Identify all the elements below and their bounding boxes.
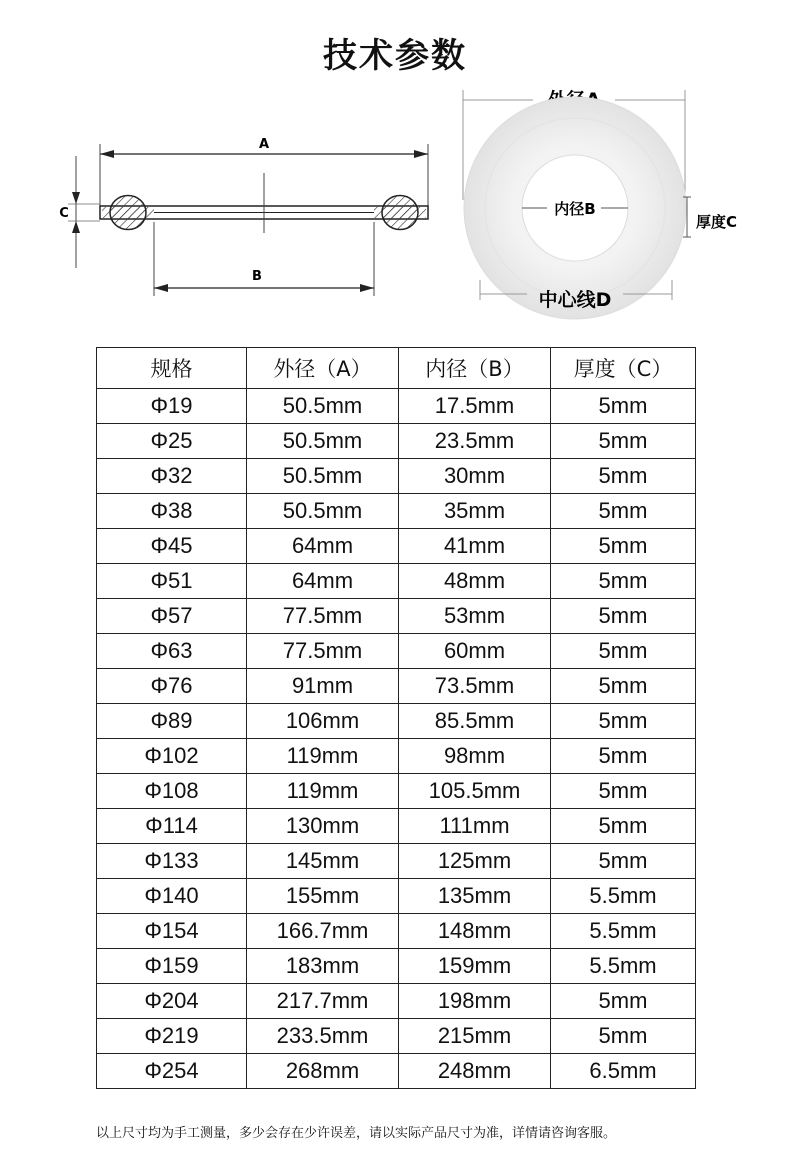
spec-cell: Φ114: [97, 809, 247, 844]
spec-cell: Φ76: [97, 669, 247, 704]
table-row: [97, 774, 696, 809]
outer-diameter-cell: 268mm: [247, 1054, 399, 1089]
spec-cell: Φ102: [97, 739, 247, 774]
table-row: [97, 599, 696, 634]
inner-diameter-cell: 53mm: [399, 599, 551, 634]
thickness-cell: 5.5mm: [551, 949, 696, 984]
inner-diameter-cell: 30mm: [399, 459, 551, 494]
outer-diameter-cell: 106mm: [247, 704, 399, 739]
thickness-cell: 5mm: [551, 844, 696, 879]
inner-diameter-cell: 248mm: [399, 1054, 551, 1089]
thickness-cell: 6.5mm: [551, 1054, 696, 1089]
ring-illustration: [455, 80, 785, 320]
outer-diameter-cell: 50.5mm: [247, 389, 399, 424]
spec-cell: Φ140: [97, 879, 247, 914]
header-spec: 规格: [97, 348, 247, 389]
dimension-c-label: C: [59, 206, 69, 221]
inner-diameter-cell: 73.5mm: [399, 669, 551, 704]
thickness-cell: 5mm: [551, 529, 696, 564]
outer-diameter-cell: 119mm: [247, 774, 399, 809]
outer-diameter-cell: 217.7mm: [247, 984, 399, 1019]
thickness-cell: 5mm: [551, 984, 696, 1019]
outer-diameter-cell: 233.5mm: [247, 1019, 399, 1054]
spec-cell: Φ254: [97, 1054, 247, 1089]
inner-diameter-cell: 105.5mm: [399, 774, 551, 809]
spec-cell: Φ25: [97, 424, 247, 459]
spec-cell: Φ57: [97, 599, 247, 634]
thickness-cell: 5.5mm: [551, 879, 696, 914]
spec-cell: Φ51: [97, 564, 247, 599]
spec-cell: Φ19: [97, 389, 247, 424]
thickness-cell: 5mm: [551, 634, 696, 669]
center-line-label: 中心线D: [538, 289, 612, 311]
inner-diameter-cell: 48mm: [399, 564, 551, 599]
outer-diameter-cell: 77.5mm: [247, 599, 399, 634]
table-body: [97, 389, 696, 1089]
page-title: 技术参数: [323, 36, 467, 76]
thickness-cell: 5mm: [551, 669, 696, 704]
outer-diameter-cell: 77.5mm: [247, 634, 399, 669]
thickness-cell: 5mm: [551, 424, 696, 459]
outer-diameter-cell: 183mm: [247, 949, 399, 984]
spec-cell: Φ219: [97, 1019, 247, 1054]
outer-diameter-cell: 166.7mm: [247, 914, 399, 949]
dimension-b-label: B: [252, 269, 262, 284]
spec-cell: Φ32: [97, 459, 247, 494]
thickness-cell: 5mm: [551, 599, 696, 634]
disclaimer-note: 以上尺寸均为手工测量，多少会存在少许误差，请以实际产品尺寸为准，详情请咨询客服。: [96, 1126, 617, 1141]
inner-diameter-cell: 111mm: [399, 809, 551, 844]
inner-diameter-cell: 23.5mm: [399, 424, 551, 459]
outer-diameter-cell: 50.5mm: [247, 424, 399, 459]
inner-diameter-cell: 148mm: [399, 914, 551, 949]
spec-cell: Φ204: [97, 984, 247, 1019]
table-row: [97, 669, 696, 704]
inner-diameter-cell: 125mm: [399, 844, 551, 879]
inner-diameter-cell: 159mm: [399, 949, 551, 984]
outer-diameter-cell: 130mm: [247, 809, 399, 844]
inner-diameter-cell: 17.5mm: [399, 389, 551, 424]
table-row: [97, 704, 696, 739]
table-row: [97, 564, 696, 599]
table-row: [97, 949, 696, 984]
inner-diameter-cell: 41mm: [399, 529, 551, 564]
outer-diameter-cell: 145mm: [247, 844, 399, 879]
table-row: [97, 914, 696, 949]
table-row: [97, 529, 696, 564]
header-thickness: 厚度（C）: [551, 348, 696, 389]
thickness-label: 厚度C: [696, 213, 738, 231]
spec-table: [96, 347, 696, 1089]
cross-section-diagram: [50, 118, 450, 308]
header-outer: 外径（A）: [247, 348, 399, 389]
thickness-cell: 5mm: [551, 739, 696, 774]
table-header-row: [97, 348, 696, 389]
spec-cell: Φ133: [97, 844, 247, 879]
inner-diameter-cell: 198mm: [399, 984, 551, 1019]
dimension-a-label: A: [258, 137, 270, 152]
outer-diameter-cell: 119mm: [247, 739, 399, 774]
table-row: [97, 1054, 696, 1089]
table-row: [97, 459, 696, 494]
table-row: [97, 809, 696, 844]
spec-cell: Φ45: [97, 529, 247, 564]
thickness-cell: 5mm: [551, 389, 696, 424]
thickness-cell: 5mm: [551, 494, 696, 529]
thickness-cell: 5mm: [551, 1019, 696, 1054]
inner-diameter-cell: 135mm: [399, 879, 551, 914]
spec-cell: Φ159: [97, 949, 247, 984]
thickness-cell: 5mm: [551, 459, 696, 494]
thickness-cell: 5.5mm: [551, 914, 696, 949]
thickness-cell: 5mm: [551, 774, 696, 809]
inner-diameter-cell: 98mm: [399, 739, 551, 774]
outer-diameter-cell: 91mm: [247, 669, 399, 704]
table-row: [97, 634, 696, 669]
thickness-cell: 5mm: [551, 809, 696, 844]
table-row: [97, 879, 696, 914]
spec-cell: Φ38: [97, 494, 247, 529]
inner-diameter-cell: 60mm: [399, 634, 551, 669]
inner-diameter-cell: 85.5mm: [399, 704, 551, 739]
outer-diameter-cell: 155mm: [247, 879, 399, 914]
table-row: [97, 984, 696, 1019]
inner-diameter-cell: 215mm: [399, 1019, 551, 1054]
inner-diameter-label: 内径B: [554, 200, 596, 218]
table-row: [97, 494, 696, 529]
outer-diameter-cell: 64mm: [247, 564, 399, 599]
outer-diameter-cell: 64mm: [247, 529, 399, 564]
table-row: [97, 389, 696, 424]
inner-diameter-cell: 35mm: [399, 494, 551, 529]
outer-diameter-cell: 50.5mm: [247, 494, 399, 529]
thickness-cell: 5mm: [551, 564, 696, 599]
spec-cell: Φ154: [97, 914, 247, 949]
header-inner: 内径（B）: [399, 348, 551, 389]
thickness-cell: 5mm: [551, 704, 696, 739]
table-row: [97, 1019, 696, 1054]
table-row: [97, 844, 696, 879]
table-row: [97, 739, 696, 774]
outer-diameter-cell: 50.5mm: [247, 459, 399, 494]
spec-cell: Φ63: [97, 634, 247, 669]
table-row: [97, 424, 696, 459]
spec-cell: Φ89: [97, 704, 247, 739]
spec-cell: Φ108: [97, 774, 247, 809]
